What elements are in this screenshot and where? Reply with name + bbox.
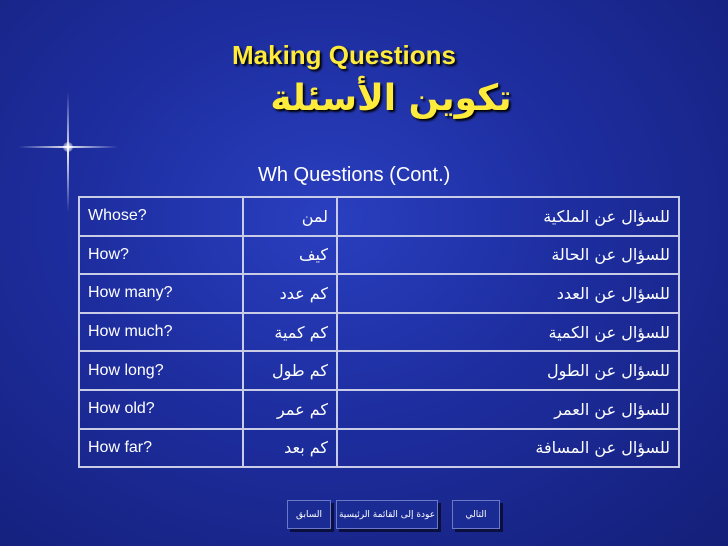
question-english: How old? bbox=[79, 390, 243, 429]
question-meaning: للسؤال عن الكمية bbox=[337, 313, 679, 352]
question-meaning: للسؤال عن الملكية bbox=[337, 197, 679, 236]
questions-table bbox=[78, 196, 680, 468]
table-row bbox=[79, 390, 679, 429]
question-arabic: لمن bbox=[243, 197, 337, 236]
question-english: How far? bbox=[79, 429, 243, 468]
table-row bbox=[79, 313, 679, 352]
question-meaning: للسؤال عن الحالة bbox=[337, 236, 679, 275]
question-meaning: للسؤال عن الطول bbox=[337, 351, 679, 390]
question-arabic: كم طول bbox=[243, 351, 337, 390]
question-arabic: كم عدد bbox=[243, 274, 337, 313]
question-meaning: للسؤال عن العمر bbox=[337, 390, 679, 429]
question-english: How much? bbox=[79, 313, 243, 352]
sparkle-horizontal-ray bbox=[18, 146, 118, 148]
table-row bbox=[79, 351, 679, 390]
question-meaning: للسؤال عن العدد bbox=[337, 274, 679, 313]
table-row bbox=[79, 274, 679, 313]
sparkle-vertical-ray bbox=[67, 92, 69, 212]
question-meaning: للسؤال عن المسافة bbox=[337, 429, 679, 468]
table-row bbox=[79, 197, 679, 236]
slide-subtitle: Wh Questions (Cont.) bbox=[258, 164, 451, 186]
question-english: Whose? bbox=[79, 197, 243, 236]
question-arabic: كم كمية bbox=[243, 313, 337, 352]
main-menu-button[interactable]: عودة إلى القائمة الرئيسية bbox=[336, 500, 438, 529]
question-english: How? bbox=[79, 236, 243, 275]
slide-title-arabic: تكوين الأسئلة bbox=[270, 78, 512, 119]
question-arabic: كم عمر bbox=[243, 390, 337, 429]
table-row bbox=[79, 429, 679, 468]
question-arabic: كيف bbox=[243, 236, 337, 275]
question-english: How long? bbox=[79, 351, 243, 390]
question-english: How many? bbox=[79, 274, 243, 313]
question-arabic: كم بعد bbox=[243, 429, 337, 468]
slide-title-english: Making Questions bbox=[232, 40, 456, 70]
sparkle-center bbox=[63, 142, 73, 152]
next-button[interactable]: التالي bbox=[452, 500, 500, 529]
table-row bbox=[79, 236, 679, 275]
previous-button[interactable]: السابق bbox=[287, 500, 331, 529]
